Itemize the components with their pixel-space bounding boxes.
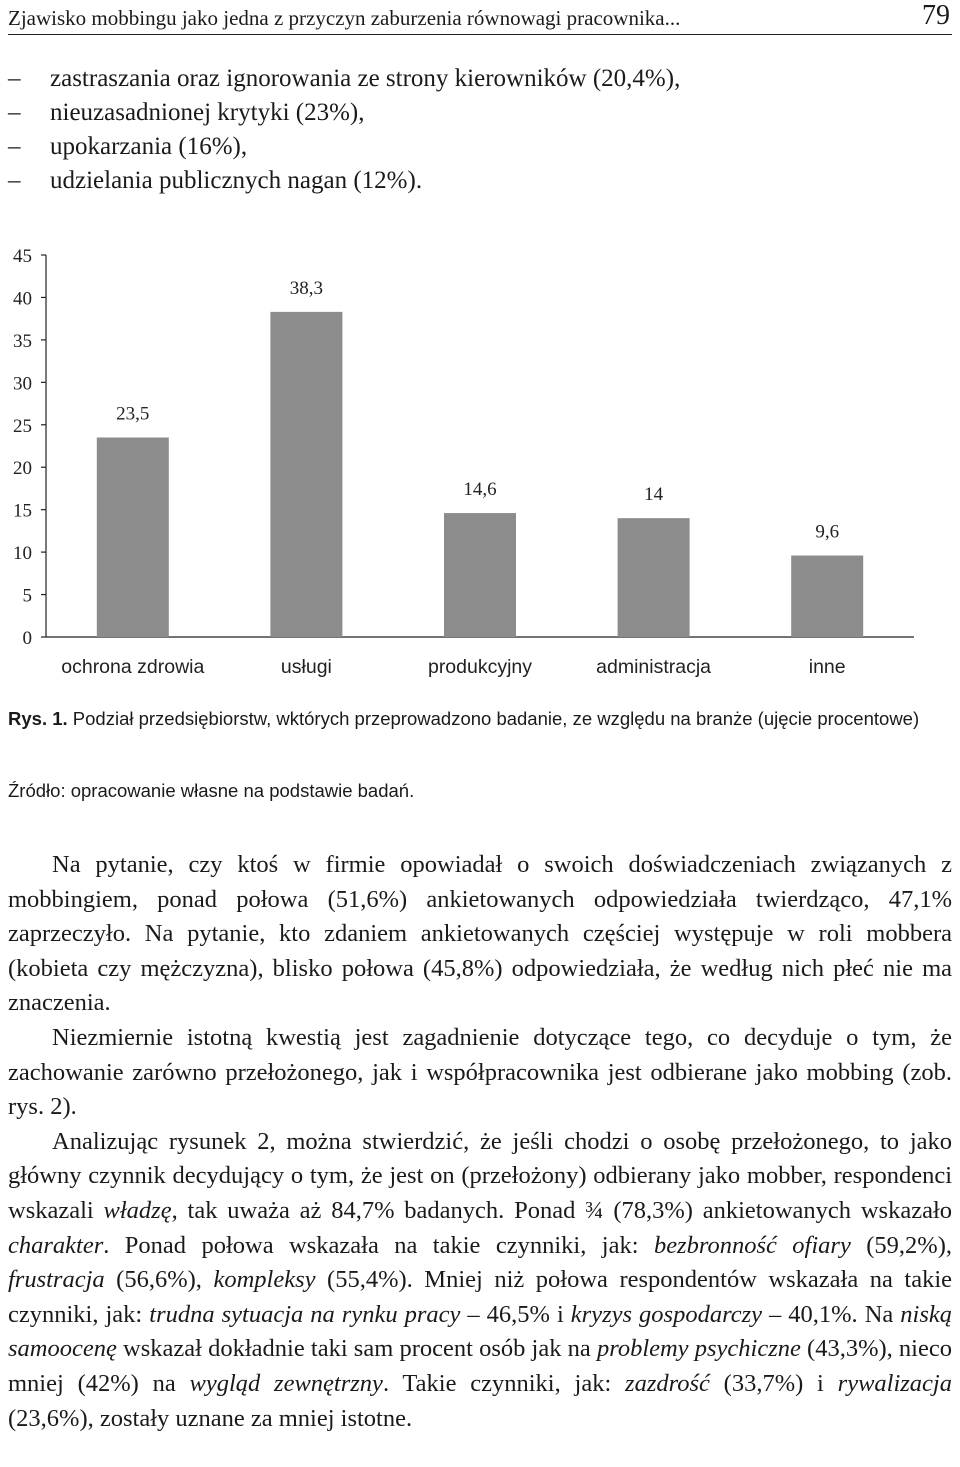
emphasis: trudna sytuacja na rynku pracy	[149, 1300, 461, 1328]
y-tick-label: 40	[13, 288, 32, 310]
y-tick-label: 20	[13, 458, 32, 480]
text-run: (55,4%). Mniej niż połowa respondentów wskazała na takie czynniki, jak:	[8, 1266, 953, 1328]
bar	[791, 556, 863, 637]
text-run: (59,2%),	[850, 1231, 952, 1259]
y-tick-label: 35	[13, 330, 32, 352]
emphasis: rywalizacja	[837, 1369, 952, 1397]
list-item-text: nieuzasadnionej krytyki (23%),	[50, 99, 365, 126]
text-run: , tak uważa aż 84,7% badanych. Ponad ¾ (78,3%) ankietowanych wskazało	[171, 1196, 953, 1224]
text-run: . Ponad połowa wskazała na takie czynniki, jak:	[103, 1231, 654, 1259]
category-label: inne	[808, 656, 846, 678]
list-dash: –	[8, 167, 21, 194]
data-label: 9,6	[815, 521, 840, 543]
list-item-text: zastraszania oraz ignorowania ze strony kierowników (20,4%),	[50, 65, 681, 92]
text-run: Analizując rysunek 2, można stwierdzić, że jeśli chodzi o osobę przełożonego, to jako główny czynnik decydujący o tym, że jest on (przełożony) odbierany jako mobber, respondenci wskazali	[8, 1127, 952, 1224]
data-label: 23,5	[116, 403, 150, 425]
y-tick-label: 10	[13, 543, 32, 565]
emphasis: bezbronność ofiary	[653, 1231, 851, 1259]
paragraph	[8, 1125, 952, 1436]
emphasis: problemy psychiczne	[596, 1335, 801, 1363]
paragraph: Niezmiernie istotną kwestią jest zagadnienie dotyczące tego, co decyduje o tym, że zachowanie zarówno przełożonego, jak i współpracownika jest odbierane jako mobbing (zob. rys. 2).	[8, 1023, 952, 1121]
running-header	[8, 2, 952, 35]
list-item-text: udzielania publicznych nagan (12%).	[50, 167, 423, 194]
text-run: (56,6%),	[104, 1266, 214, 1294]
y-tick-label: 0	[22, 628, 32, 649]
emphasis: władzę	[103, 1196, 172, 1224]
text-run: – 46,5% i	[460, 1300, 571, 1328]
y-tick-label: 5	[22, 585, 32, 607]
figure-label: Rys. 1.	[8, 708, 68, 729]
emphasis: zazdrość	[625, 1369, 710, 1397]
list-dash: –	[8, 65, 21, 92]
category-label: produkcyjny	[427, 656, 533, 678]
figure-source: Źródło: opracowanie własne na podstawie badań.	[8, 780, 415, 801]
list-item	[8, 62, 952, 96]
data-label: 14,6	[463, 479, 497, 501]
text-run: wskazał dokładnie taki sam procent osób jak na	[116, 1335, 597, 1363]
category-label: ochrona zdrowia	[61, 656, 205, 678]
emphasis: kryzys gospodarczy	[570, 1300, 762, 1328]
text-run: (33,7%) i	[709, 1369, 838, 1397]
data-label: 14	[644, 484, 664, 506]
bar	[97, 438, 169, 637]
running-title: Zjawisko mobbingu jako jedna z przyczyn zaburzenia równowagi pracownika...	[8, 6, 681, 30]
list-item	[8, 96, 952, 130]
y-tick-label: 25	[13, 415, 32, 437]
bar-chart	[0, 236, 960, 686]
list-dash: –	[8, 99, 21, 126]
emphasis: frustracja	[8, 1266, 105, 1294]
bar	[444, 513, 516, 637]
y-tick-label: 30	[13, 373, 32, 395]
text-run: . Takie czynniki, jak:	[382, 1369, 626, 1397]
emphasis: charakter	[8, 1231, 104, 1259]
figure-caption-text: Podział przedsiębiorstw, wktórych przeprowadzono badanie, ze względu na branże (ujęcie procentowe)	[67, 708, 920, 729]
category-label: administracja	[596, 656, 712, 678]
list-item	[8, 130, 952, 164]
emphasis: niską samoocenę	[8, 1300, 952, 1363]
y-tick-label: 45	[13, 246, 32, 267]
list-dash: –	[8, 133, 21, 160]
y-tick-label: 15	[13, 500, 32, 522]
bullet-list	[8, 62, 952, 198]
data-label: 38,3	[289, 277, 324, 299]
list-item-text: upokarzania (16%),	[50, 133, 248, 160]
category-label: usługi	[280, 656, 332, 678]
text-run: (23,6%), zostały uznane za mniej istotne.	[8, 1404, 413, 1432]
page-number: 79	[922, 0, 950, 31]
emphasis: wygląd zewnętrzny	[189, 1369, 383, 1397]
bar	[618, 518, 690, 637]
figure-caption	[8, 704, 948, 733]
emphasis: kompleksy	[213, 1266, 316, 1294]
body-text	[8, 848, 952, 1436]
text-run: (43,3%), nieco mniej (42%) na	[8, 1335, 952, 1397]
paragraph: Na pytanie, czy ktoś w firmie opowiadał o swoich doświadczeniach związanych z mobbingiem, ponad połowa (51,6%) ankietowanych odpowiedziała twierdząco, 47,1% zaprzeczyło. Na pytanie, kto zdaniem ankietowanych częściej występuje w roli mobbera (kobieta czy mężczyzna), blisko połowa (45,8%) odpowiedziała, że według nich płeć nie ma znaczenia.	[8, 851, 952, 1017]
text-run: – 40,1%. Na	[761, 1300, 901, 1328]
bar	[270, 312, 342, 637]
list-item	[8, 164, 952, 198]
